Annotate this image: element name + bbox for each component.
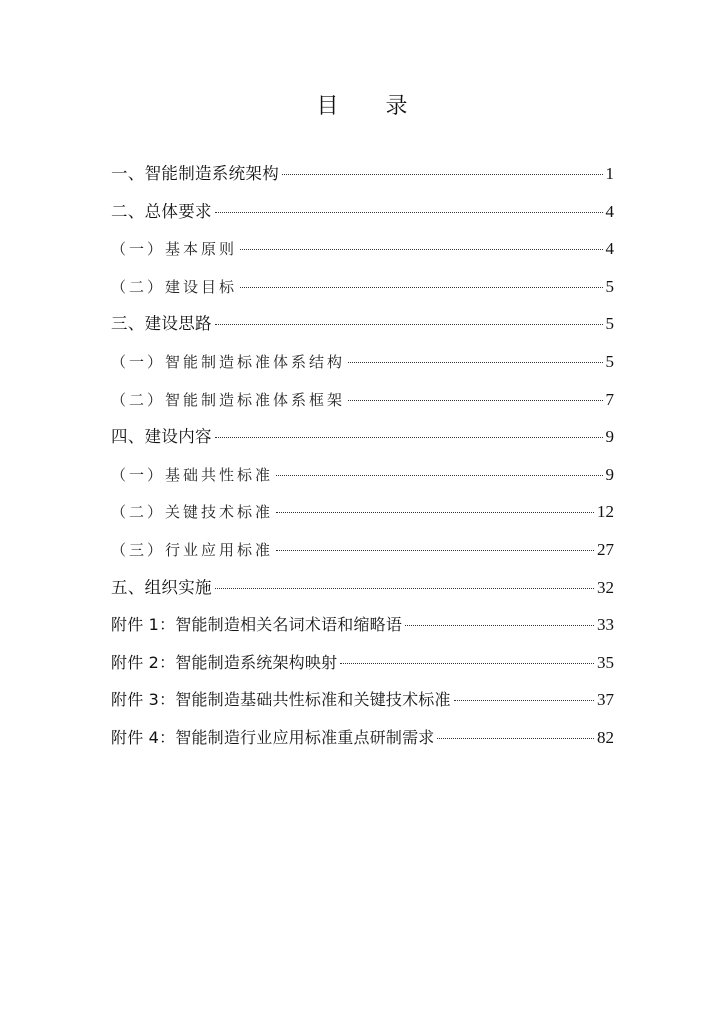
toc-entry[interactable] — [111, 612, 614, 650]
toc-page-number: 9 — [605, 427, 614, 447]
dot-leader — [276, 475, 602, 476]
toc-entry[interactable] — [111, 687, 614, 725]
dot-leader — [276, 550, 594, 551]
toc-page-number: 5 — [605, 276, 614, 296]
toc-entry[interactable] — [111, 499, 614, 537]
toc-page-number: 32 — [597, 577, 614, 597]
toc-title: 目 录 — [316, 94, 428, 119]
toc-entry[interactable] — [111, 161, 614, 199]
toc-entry-label: 附件 4：智能制造行业应用标准重点研制需求 — [111, 727, 435, 747]
toc-page-number: 12 — [597, 502, 614, 522]
toc-entry[interactable] — [111, 199, 614, 237]
dot-leader — [240, 287, 602, 288]
toc-entry-label: （二）关键技术标准 — [111, 503, 274, 522]
toc-entry-label: 四、建设内容 — [111, 427, 212, 447]
toc-page-number: 4 — [605, 201, 614, 221]
toc-entry-label: 五、组织实施 — [111, 577, 212, 597]
dot-leader — [215, 588, 594, 589]
toc-entry[interactable] — [111, 311, 614, 349]
toc-entry-label: （二）建设目标 — [111, 277, 238, 296]
toc-entry-label: 附件 2：智能制造系统架构映射 — [111, 652, 338, 672]
toc-entry[interactable] — [111, 274, 614, 312]
toc-page-number: 5 — [605, 314, 614, 334]
toc-entry[interactable] — [111, 537, 614, 575]
dot-leader — [215, 324, 603, 325]
toc-entry[interactable] — [111, 236, 614, 274]
toc-entry-label: （三）行业应用标准 — [111, 540, 274, 559]
toc-entry[interactable] — [111, 650, 614, 688]
toc-page-number: 37 — [597, 690, 614, 710]
toc-page-number: 9 — [605, 464, 614, 484]
dot-leader — [215, 437, 603, 438]
toc-entry-label: 一、智能制造系统架构 — [111, 164, 279, 183]
toc-entry-label: 三、建设思路 — [111, 314, 212, 334]
toc-entry[interactable] — [111, 424, 614, 462]
toc-entry-label: 二、总体要求 — [111, 201, 212, 221]
toc-page-number: 5 — [605, 351, 614, 371]
toc-entry[interactable] — [111, 725, 614, 763]
dot-leader — [405, 625, 594, 626]
toc-page-number: 1 — [605, 164, 614, 183]
dot-leader — [348, 400, 602, 401]
toc-page-number: 35 — [597, 652, 614, 672]
toc-entry-label: （一）基础共性标准 — [111, 465, 274, 484]
dot-leader — [454, 700, 594, 701]
toc-entry[interactable] — [111, 387, 614, 425]
dot-leader — [282, 174, 603, 175]
toc-page-number: 7 — [605, 389, 614, 409]
toc-entry[interactable] — [111, 349, 614, 387]
toc-entry-label: 附件 1：智能制造相关名词术语和缩略语 — [111, 615, 403, 635]
toc-entry[interactable] — [111, 575, 614, 613]
toc-entry-label: 附件 3：智能制造基础共性标准和关键技术标准 — [111, 690, 451, 710]
dot-leader — [215, 212, 603, 213]
toc-page-number: 4 — [605, 239, 614, 259]
dot-leader — [240, 249, 602, 250]
dot-leader — [437, 738, 594, 739]
dot-leader — [276, 512, 594, 513]
toc-page-number: 33 — [597, 615, 614, 635]
dot-leader — [348, 362, 602, 363]
toc-page-number: 82 — [597, 727, 614, 747]
dot-leader — [340, 663, 594, 664]
table-of-contents — [111, 161, 614, 763]
toc-entry[interactable] — [111, 462, 614, 500]
toc-entry-label: （一）智能制造标准体系结构 — [111, 352, 346, 371]
toc-entry-label: （一）基本原则 — [111, 240, 238, 259]
toc-entry-label: （二）智能制造标准体系框架 — [111, 390, 346, 409]
toc-page-number: 27 — [597, 539, 614, 559]
